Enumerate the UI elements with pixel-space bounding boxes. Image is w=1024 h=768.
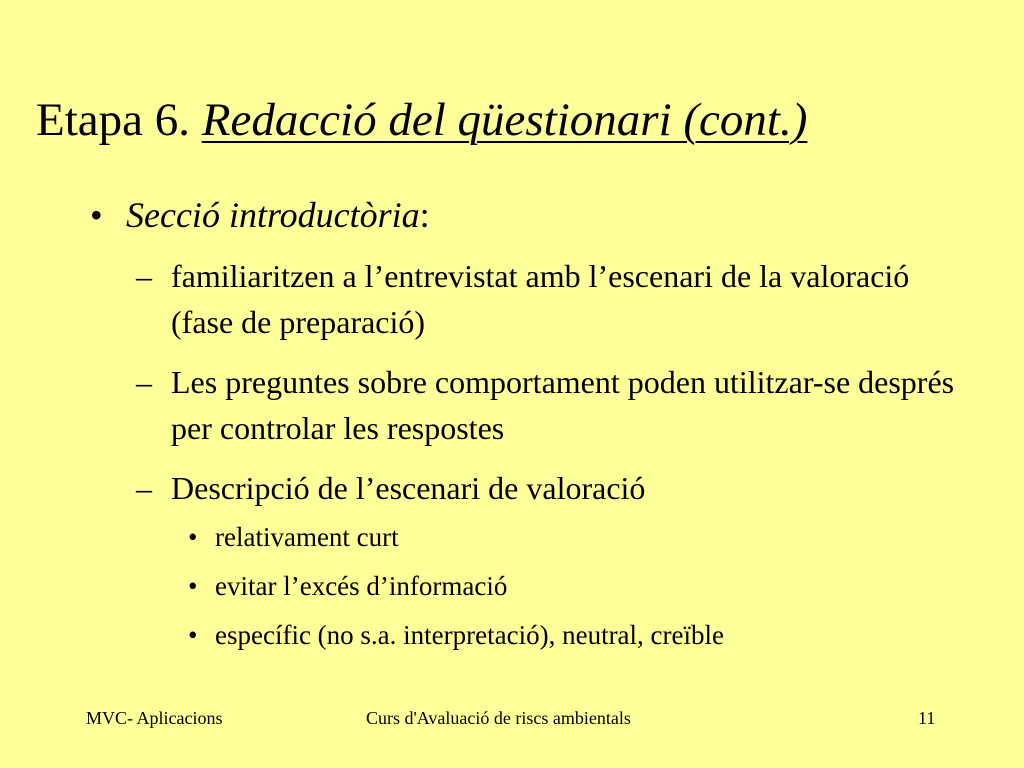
subitem-text: familiaritzen a l’entrevistat amb l’escenari de la valoració (fase de preparació) [171,258,910,340]
bullet-marker: • [188,620,198,650]
bullet-label-suffix: : [419,195,430,235]
slide-title-main: Etapa 6. [36,94,202,146]
bullet-label [126,192,430,238]
dash-marker: – [136,470,152,506]
footer-page-number: 11 [918,708,936,728]
dash-marker: – [136,258,152,294]
bullet-marker: • [188,571,198,601]
slide-title-subtitle: Redacció del qüestionari (cont.) [201,94,808,146]
bullet-marker: • [188,522,198,552]
detail-text: evitar l’excés d’informació [215,571,508,601]
footer-center: Curs d'Avaluació de riscs ambientals [366,708,631,728]
subitem-text: Les preguntes sobre comportament poden utilitzar-se després per controlar les respostes [171,364,955,446]
footer-left: MVC- Aplicacions [86,708,223,728]
slide-title [36,88,807,152]
bullet-label-italic: Secció introductòria [126,195,420,235]
subitem-descripcio-escenari [136,465,956,511]
subitem-text: Descripció de l’escenari de valoració [171,470,646,506]
dash-marker: – [136,364,152,400]
subitem-preguntes-comportament [136,359,956,451]
detail-text: relativament curt [215,522,399,552]
bullet-marker: • [90,195,103,235]
subitem-familiaritzen [136,253,956,345]
detail-text: específic (no s.a. interpretació), neutral, creïble [215,620,724,650]
